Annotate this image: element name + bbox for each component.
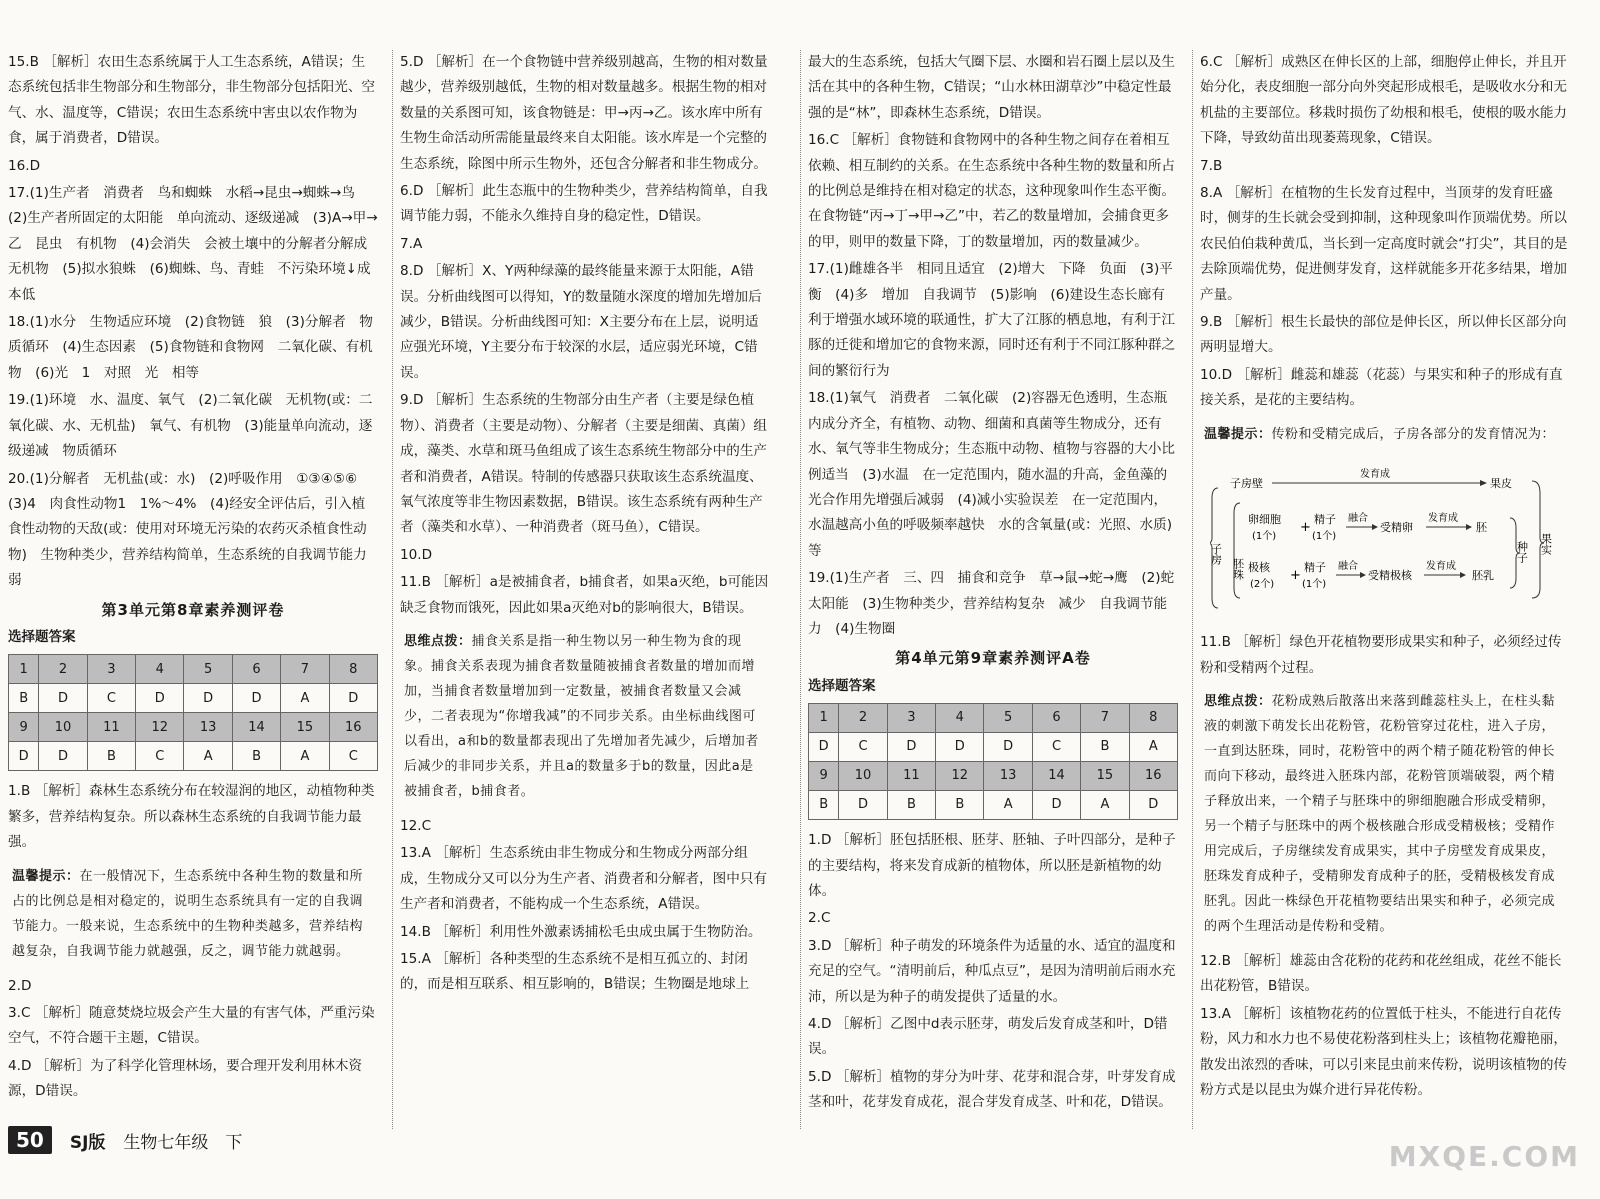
- page-footer: [8, 1120, 242, 1160]
- diagram-seed: 种子: [1515, 540, 1529, 563]
- diagram-sperm-count: (1个): [1312, 530, 1337, 542]
- table-label: 选择题答案: [8, 628, 76, 645]
- diagram-develops: 发育成: [1428, 512, 1458, 524]
- answer-item: 11.B ［解析］a是被捕食者，b捕食者，如果a灭绝，b可能因缺乏食物而饿死，因此如果a灭绝对b的影响很大，B错误。: [400, 574, 769, 616]
- diagram-develops: 发育成: [1360, 468, 1390, 480]
- section-title: 第4单元第9章素养测评A卷: [895, 649, 1091, 668]
- diagram-develops: 发育成: [1426, 560, 1456, 572]
- column-1: [8, 50, 378, 1107]
- answer-item: 2.C: [808, 910, 831, 927]
- diagram-sperm: 精子: [1314, 512, 1336, 526]
- answer-item: 2.D: [8, 977, 32, 994]
- column-divider: [392, 50, 393, 1129]
- diagram-embryo: 胚: [1476, 520, 1487, 534]
- tip-box: [8, 864, 374, 964]
- diagram-sperm: 精子: [1304, 560, 1326, 574]
- answer-item: 18.(1)水分 生物适应环境 (2)食物链 狼 (3)分解者 物质循环 (4)生态因素 (5)食物链和食物网 二氧化碳、有机物 (6)光 1 对照 光 相等: [8, 314, 373, 381]
- diagram-fuse: 融合: [1338, 560, 1358, 572]
- answer-item: 14.B ［解析］利用性外激素诱捕松毛虫成虫属于生物防治。: [400, 923, 762, 940]
- answer-item: 5.D ［解析］在一个食物链中营养级别越高，生物的相对数量越少，营养级别越低，生物的相对数量越多。根据生物的相对数量的关系图可知，该食物链是：甲→丙→乙。该水库中所有生物生命活动所需能量最终来自太阳能。该水库是一个完整的生态系统，除图中所示生物外，还包含分解者和非生物成分。: [400, 54, 768, 172]
- answer-item: 最大的生态系统，包括大气圈下层、水圈和岩石圈上层以及生活在其中的各种生物，C错误；“山水林田湖草沙”中稳定性最强的是“林”，即森林生态系统，D错误。: [808, 54, 1176, 121]
- answer-item: 9.D ［解析］生态系统的生物部分由生产者（主要是绿色植物）、消费者（主要是动物）、分解者（主要是细菌、真菌）组成，藻类、水草和斑马鱼组成了该生态系统生物部分中的生产者和消费者，A错误。特制的传感器只获取该生态系统温度、氧气浓度等非生物因素数据，B错误。该生态系统有两种生产者（藻类和水草）、一种消费者（斑马鱼），C错误。: [400, 392, 768, 536]
- answer-item: 15.B ［解析］农田生态系统属于人工生态系统，A错误；生态系统包括非生物部分和生物部分，非生物部分包括阳光、空气、水、温度等，C错误；农田生态系统中害虫以农作物为食，属于消费者，D错误。: [8, 54, 376, 147]
- column-divider: [1192, 50, 1193, 1129]
- diagram-polar: 极核: [1248, 560, 1270, 574]
- tip-text: 花粉成熟后散落出来落到雌蕊柱头上，在柱头黏液的刺激下萌发长出花粉管，花粉管穿过花柱，进入子房，一直到达胚珠，同时，花粉管中的两个精子随花粉管的伸长而向下移动，最终进入胚珠内部，花粉管顶端破裂，两个精子释放出来，一个精子与胚珠中的卵细胞融合形成受精卵，另一个精子与胚珠中的两个极核融合形成受精极核；受精作用完成后，子房继续发育成果实，其中子房壁发育成果皮，胚珠发育成种子，受精卵发育成种子的胚，受精极核发育成胚乳。因此一株绿色开花植物要结出果实和种子，必须完成的两个生理活动是传粉和受精。: [1204, 693, 1556, 934]
- section-title: 第3单元第8章素养测评卷: [101, 600, 285, 619]
- tip-text: 捕食关系是指一种生物以另一种生物为食的现象。捕食关系表现为捕食者数量随被捕食者数量的增加而增加，当捕食者数量增加到一定数量，被捕食者数量又会减少，二者表现为“你增我减”的不同步关系。由坐标曲线图可以看出，a和b的数量都表现出了先增加者先减少，后增加者后减少的非同步关系，并且a的数量多于b的数量，因此a是被捕食者，b捕食者。: [404, 633, 759, 799]
- diagram-zygote: 受精卵: [1380, 520, 1413, 534]
- diagram-endosperm: 胚乳: [1472, 568, 1494, 582]
- column-divider: [800, 50, 801, 1129]
- answer-item: 20.(1)分解者 无机盐(或：水) (2)呼吸作用 ①③④⑤⑥ (3)4 肉食性动物1 1%～4% (4)经安全评估后，引入植食性动物的天敌(或：使用对环境无污染的农药灭杀植食性动物) 生物种类少，营养结构简单，生态系统的自我调节能力弱: [8, 470, 371, 589]
- diagram-fuse: 融合: [1348, 512, 1368, 524]
- answer-item: 6.C ［解析］成熟区在伸长区的上部，细胞停止伸长，并且开始分化，表皮细胞一部分向外突起形成根毛，是吸收水分和无机盐的主要部位。移栽时损伤了幼根和根毛，使根的吸水能力下降，导致幼苗出现萎蔫现象，C错误。: [1200, 54, 1568, 147]
- answer-item: 17.(1)雌雄各半 相同且适宜 (2)增大 下降 负面 (3)平衡 (4)多 增加 自我调节 (5)影响 (6)建设生态长廊有利于增强水域环境的联通性，扩大了江豚的栖息地，有利于江豚的迁徙和增加它的食物来源，同时还有利于不同江豚种群之间的繁衍行为: [808, 261, 1176, 379]
- diagram-polar-count: (2个): [1250, 578, 1275, 590]
- answer-item: 10.D ［解析］雌蕊和雄蕊（花蕊）与果实和种子的形成有直接关系，是花的主要结构。: [1200, 366, 1563, 409]
- answer-table: 1 2 3 4 5 6 7 8 B D C D D D A D 9 10 11 12 13 14 15 16 D D B C A B A C: [8, 654, 378, 771]
- plus-sign: +: [1290, 567, 1301, 583]
- edition-label: SJ版: [69, 1132, 106, 1153]
- answer-item: 4.D ［解析］为了科学化管理林场，要合理开发利用林木资源，D错误。: [8, 1057, 363, 1100]
- answer-item: 16.C ［解析］食物链和食物网中的各种生物之间存在着相互依赖、相互制约的关系。在生态系统中各种生物的数量和所占的比例总是维持在相对稳定的状态，这种现象叫作生态平衡。在食物链“丙→丁→甲→乙”中，若乙的数量增加，会捕食更多的甲，则甲的数量下降，丁的数量增加，丙的数量减少。: [808, 132, 1176, 250]
- answer-item: 10.D: [400, 546, 433, 563]
- answer-item: 3.D ［解析］种子萌发的环境条件为适量的水、适宜的温度和充足的空气。“清明前后，种瓜点豆”，是因为清明前后雨水充沛，所以是为种子的萌发提供了适量的水。: [808, 937, 1176, 1005]
- answer-item: 5.D ［解析］植物的芽分为叶芽、花芽和混合芽，叶芽发育成茎和叶，花芽发育成花，混合芽发育成茎、叶和花，D错误。: [808, 1068, 1176, 1111]
- table-label: 选择题答案: [808, 677, 876, 694]
- tip-box: [1200, 689, 1566, 939]
- diagram-sperm-count: (1个): [1302, 578, 1327, 590]
- answer-item: 8.A ［解析］在植物的生长发育过程中，当顶芽的发育旺盛时，侧芽的生长就会受到抑制，这种现象叫作顶端优势。所以农民伯伯栽种黄瓜，当长到一定高度时就会“打尖”，其目的是去除顶端优势，促进侧芽发育，这样就能多开花多结果，增加产量。: [1200, 185, 1568, 303]
- diagram-egg-count: (1个): [1252, 530, 1277, 542]
- answer-item: 6.D ［解析］此生态瓶中的生物种类少，营养结构简单，自我调节能力弱，不能永久维持自身的稳定性，D错误。: [400, 183, 768, 225]
- answer-item: 12.C: [400, 817, 432, 834]
- column-2: [400, 50, 770, 1000]
- diagram-ovary-wall: 子房壁: [1230, 476, 1263, 490]
- answer-item: 17.(1)生产者 消费者 鸟和蜘蛛 水稻→昆虫→蜘蛛→鸟 (2)生产者所固定的太阳能 单向流动、逐级递减 (3)A→甲→乙 昆虫 有机物 (4)会消失 会被土壤中的分解者分解成无机物 (5)拟水狼蛛 (6)蜘蛛、鸟、青蛙 不污染环境↓成本低: [8, 185, 378, 303]
- answer-item: 7.A: [400, 235, 423, 252]
- answer-item: 4.D ［解析］乙图中d表示胚芽，萌发后发育成茎和叶，D错误。: [808, 1016, 1168, 1058]
- plus-sign: +: [1300, 519, 1311, 535]
- fertilization-diagram: [1210, 463, 1560, 613]
- diagram-ovule: 胚珠: [1231, 557, 1245, 580]
- answer-table: 1 2 3 4 5 6 7 8 D C D D D C B A 9 10 11 12 13 14 15 16 B D B B A D A D: [808, 703, 1178, 820]
- tip-label: 温馨提示：: [1204, 426, 1272, 442]
- diagram-fruit: 果实: [1539, 532, 1553, 555]
- diagram-egg: 卵细胞: [1248, 512, 1281, 526]
- diagram-fertilized-polar: 受精极核: [1368, 568, 1412, 582]
- tip-label: 思维点拨：: [1204, 693, 1272, 709]
- answer-item: 13.A ［解析］该植物花药的位置低于柱头，不能进行自花传粉，风力和水力也不易使花粉落到柱头上；该植物花瓣艳丽，散发出浓烈的香味，可以引来昆虫前来传粉，说明该植物的传粉方式是以昆虫为媒介进行异花传粉。: [1200, 1005, 1568, 1098]
- answer-item: 16.D: [8, 157, 41, 174]
- tip-text: 在一般情况下，生态系统中各种生物的数量和所占的比例总是相对稳定的，说明生态系统具有一定的自我调节能力。一般来说，生态系统中的生物种类越多，营养结构越复杂，自我调节能力就越强，反之，调节能力就越弱。: [12, 868, 364, 959]
- answer-item: 3.C ［解析］随意焚烧垃圾会产生大量的有害气体，严重污染空气，不符合题干主题，C错误。: [8, 1004, 375, 1047]
- tip-label: 温馨提示：: [12, 868, 80, 884]
- column-3: [808, 50, 1188, 1118]
- answer-item: 18.(1)氧气 消费者 二氧化碳 (2)容器无色透明，生态瓶内成分齐全，有植物、动物、细菌和真菌等生物成分，还有水、氧气等非生物成分；生态瓶中动物、植物与容器的大小比例适当 (3)水温 在一定范围内，随水温的升高，金鱼藻的光合作用先增强后减弱 (4)减小实验误差 在一定范围内，水温越高小鱼的呼吸频率越快 水的含氧量(或：光照、水质)等: [808, 390, 1176, 559]
- diagram-pericarp: 果皮: [1490, 476, 1512, 490]
- column-4: [1200, 50, 1570, 1105]
- tip-box: [400, 629, 766, 804]
- answer-item: 11.B ［解析］绿色开花植物要形成果实和种子，必须经过传粉和受精两个过程。: [1200, 634, 1562, 676]
- answer-item: 1.D ［解析］胚包括胚根、胚芽、胚轴、子叶四部分，是种子的主要结构，将来发育成新的植物体，所以胚是新植物的幼体。: [808, 832, 1176, 899]
- subject-label: 生物七年级 下: [123, 1132, 243, 1153]
- diagram-ovary: 子房: [1210, 542, 1223, 565]
- answer-item: 13.A ［解析］生态系统由非生物成分和生物成分两部分组成，生物成分又可以分为生产者、消费者和分解者，图中只有生产者和消费者，不能构成一个生态系统，A错误。: [400, 845, 768, 913]
- answer-item: 8.D ［解析］X、Y两种绿藻的最终能量来源于太阳能，A错误。分析曲线图可以得知，Y的数量随水深度的增加先增加后减少，B错误。分析曲线图可知：X主要分布在上层，说明适应强光环境，Y主要分布于较深的水层，适应弱光环境，C错误。: [400, 263, 762, 381]
- tip-box: [1200, 422, 1566, 447]
- answer-item: 9.B ［解析］根生长最快的部位是伸长区，所以伸长区部分向两明显增大。: [1200, 314, 1567, 356]
- answer-item: 7.B: [1200, 157, 1223, 174]
- answer-item: 15.A ［解析］各种类型的生态系统不是相互孤立的、封闭的，而是相互联系、相互影响的，B错误；生物圈是地球上: [400, 950, 750, 993]
- tip-label: 思维点拨：: [404, 633, 472, 649]
- tip-text: 传粉和受精完成后，子房各部分的发育情况为：: [1271, 426, 1556, 442]
- answer-item: 19.(1)环境 水、温度、氧气 (2)二氧化碳 无机物(或：二氧化碳、水、无机盐) 氧气、有机物 (3)能量单向流动，逐级递减 物质循环: [8, 392, 373, 460]
- answer-item: 1.B ［解析］森林生态系统分布在较湿润的地区，动植物种类繁多，营养结构复杂。所以森林生态系统的自我调节能力最强。: [8, 783, 375, 851]
- page-number: 50: [8, 1126, 52, 1154]
- watermark: MXQE.COM: [1388, 1140, 1580, 1173]
- answer-item: 19.(1)生产者 三、四 捕食和竞争 草→鼠→蛇→鹰 (2)蛇 太阳能 (3)生物种类少，营养结构复杂 减少 自我调节能力 (4)生物圈: [808, 570, 1188, 637]
- answer-item: 12.B ［解析］雄蕊由含花粉的花药和花丝组成，花丝不能长出花粉管，B错误。: [1200, 952, 1562, 995]
